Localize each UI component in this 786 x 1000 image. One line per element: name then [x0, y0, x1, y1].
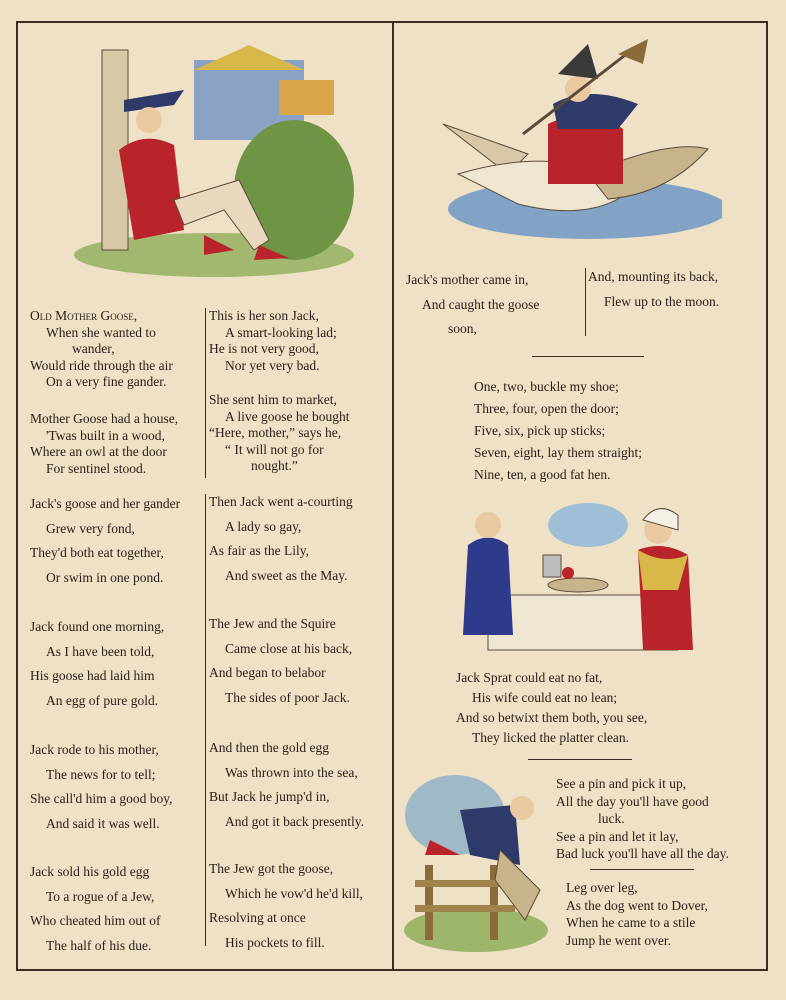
- stanza-line: And got it back presently.: [225, 813, 364, 829]
- stanza-line: And began to belabor: [209, 665, 326, 680]
- stanza-line: Jack's mother came in,: [406, 272, 529, 287]
- stanza-line: And then the gold egg: [209, 740, 329, 755]
- jack-sitting-illustration: [64, 40, 354, 280]
- stanza-line: Came close at his back,: [225, 640, 353, 656]
- stanza-line: Old Mother Goose,: [30, 308, 138, 323]
- stanza-moon: [588, 265, 719, 314]
- stanza-line: His wife could eat no lean;: [472, 690, 618, 705]
- stanza-line: And said it was well.: [46, 815, 160, 831]
- stanza-line: nought.”: [251, 458, 298, 473]
- stanza-line: Seven, eight, lay them straight;: [474, 445, 642, 460]
- stanza-rode: [30, 738, 173, 836]
- stanza-jack-sprat: [456, 668, 647, 748]
- stanza-line: Would ride through the air: [30, 357, 173, 373]
- stanza-line: “ It will not go for: [225, 441, 324, 457]
- stanza-line: Flew up to the moon.: [604, 293, 720, 309]
- stanza-line: To a rogue of a Jew,: [46, 888, 155, 904]
- stile-illustration: [400, 770, 552, 952]
- stanza-line: Jack's goose and her gander: [30, 496, 181, 511]
- stanza-line: Jack found one morning,: [30, 619, 165, 634]
- stanza-market: [209, 392, 350, 475]
- stanza-line: But Jack he jump'd in,: [209, 789, 330, 804]
- stanza-leg-over-leg: [566, 879, 708, 949]
- column-rule: [205, 494, 206, 946]
- stanza-sold: [30, 860, 160, 958]
- stanza-line: And so betwixt them both, you see,: [456, 710, 648, 725]
- stanza-line: He is not very good,: [209, 341, 319, 356]
- jack-sprat-illustration: [448, 495, 700, 657]
- stanza-line: “Here, mother,” says he,: [209, 425, 342, 440]
- stanza-mother-came: [406, 268, 539, 342]
- stanza-line: His goose had laid him: [30, 668, 155, 683]
- stanza-line: Resolving at once: [209, 910, 306, 925]
- stanza-line: Then Jack went a-courting: [209, 494, 353, 509]
- stanza-line: Jack sold his gold egg: [30, 864, 150, 879]
- stanza-line: Grew very fond,: [46, 520, 135, 536]
- stanza-line: See a pin and let it lay,: [556, 828, 679, 844]
- stanza-line: And sweet as the May.: [225, 567, 348, 583]
- stanza-line: The Jew got the goose,: [209, 861, 334, 876]
- stanza-line: This is her son Jack,: [209, 308, 319, 323]
- stanza-line: They'd both eat together,: [30, 545, 164, 560]
- stanza-line: When she wanted to: [46, 324, 156, 340]
- stanza-line: For sentinel stood.: [46, 460, 147, 476]
- stanza-line: A live goose he bought: [225, 408, 350, 424]
- stanza-courting: [209, 490, 353, 588]
- stanza-mother-goose: [30, 308, 173, 391]
- column-rule: [585, 268, 586, 336]
- stanza-see-a-pin: [556, 775, 729, 863]
- stanza-line: When he came to a stile: [566, 915, 696, 930]
- stanza-line: Five, six, pick up sticks;: [474, 423, 606, 438]
- stanza-line: Who cheated him out of: [30, 913, 161, 928]
- stanza-line: As fair as the Lily,: [209, 543, 309, 558]
- stanza-line: Was thrown into the sea,: [225, 764, 358, 780]
- stanza-line: And, mounting its back,: [588, 269, 719, 284]
- stanza-line: The news for to tell;: [46, 766, 156, 782]
- stanza-line: The sides of poor Jack.: [225, 689, 350, 705]
- stanza-line: The half of his due.: [46, 937, 152, 953]
- stanza-line: Jump he went over.: [566, 932, 671, 948]
- stanza-line: Mother Goose had a house,: [30, 411, 179, 426]
- stanza-line: His pockets to fill.: [225, 934, 325, 950]
- stanza-line: Bad luck you'll have all the day.: [556, 846, 729, 861]
- section-rule: [532, 356, 644, 357]
- stanza-line: They licked the platter clean.: [472, 730, 630, 745]
- stanza-line: Leg over leg,: [566, 880, 638, 895]
- column-rule: [205, 308, 206, 478]
- stanza-line: The Jew and the Squire: [209, 616, 336, 631]
- stanza-buckle-my-shoe: [474, 376, 642, 486]
- center-divider: [392, 21, 394, 971]
- stanza-line: As I have been told,: [46, 643, 155, 659]
- stanza-line: All the day you'll have good: [556, 793, 709, 809]
- stanza-line: On a very fine gander.: [46, 374, 167, 389]
- stanza-line: Nor yet very bad.: [225, 357, 320, 373]
- stanza-line: luck.: [598, 811, 625, 826]
- stanza-line: Or swim in one pond.: [46, 569, 164, 585]
- stanza-line: Nine, ten, a good fat hen.: [474, 467, 611, 482]
- stanza-line: She call'd him a good boy,: [30, 791, 173, 806]
- stanza-line: An egg of pure gold.: [46, 692, 159, 708]
- stanza-line: See a pin and pick it up,: [556, 776, 687, 791]
- stanza-line: 'Twas built in a wood,: [46, 427, 165, 443]
- stanza-gold-egg: [209, 736, 364, 834]
- stanza-morning: [30, 615, 164, 713]
- stanza-line: And caught the goose: [422, 296, 540, 312]
- stanza-gander: [30, 492, 180, 590]
- stanza-jew-goose: [209, 857, 363, 955]
- stanza-line: wander,: [72, 341, 115, 356]
- stanza-line: One, two, buckle my shoe;: [474, 379, 619, 394]
- stanza-line: Jack Sprat could eat no fat,: [456, 670, 603, 685]
- stanza-line: A lady so gay,: [225, 518, 302, 534]
- stanza-line: She sent him to market,: [209, 392, 337, 407]
- section-rule: [590, 869, 694, 870]
- stanza-house: [30, 411, 178, 477]
- stanza-line: A smart-looking lad;: [225, 324, 337, 340]
- stanza-line: Where an owl at the door: [30, 444, 167, 459]
- stanza-line: Jack rode to his mother,: [30, 742, 159, 757]
- section-rule: [528, 759, 632, 760]
- stanza-squire: [209, 612, 352, 710]
- mother-goose-flying-illustration: [438, 34, 722, 249]
- stanza-line: As the dog went to Dover,: [566, 897, 708, 913]
- stanza-line: soon,: [448, 321, 477, 336]
- stanza-son-jack: [209, 308, 337, 374]
- stanza-line: Which he vow'd he'd kill,: [225, 885, 363, 901]
- stanza-line: Three, four, open the door;: [474, 401, 619, 416]
